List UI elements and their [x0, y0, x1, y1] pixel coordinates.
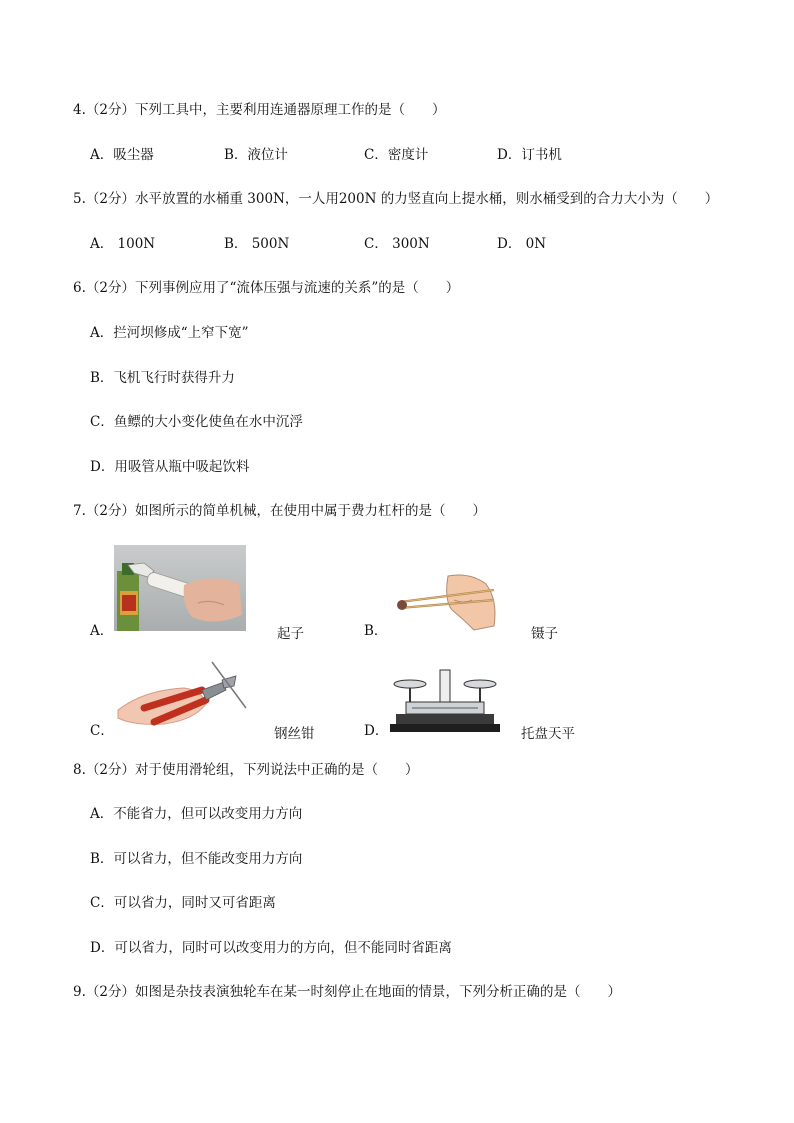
- question-8-stem: 8.（2分）对于使用滑轮组，下列说法中正确的是（ ）: [73, 762, 419, 778]
- q5-option-d[interactable]: D． 0N: [497, 236, 547, 252]
- question-7-stem: 7.（2分）如图所示的简单机械，在使用中属于费力杠杆的是（ ）: [73, 503, 486, 519]
- bottle-opener-image: [114, 545, 246, 631]
- wire-pliers-image: [114, 660, 250, 736]
- q7-option-a-letter[interactable]: A．: [90, 623, 114, 639]
- q6-option-a[interactable]: A．拦河坝修成“上窄下宽”: [90, 325, 249, 341]
- q4-option-c[interactable]: C．密度计: [364, 147, 429, 163]
- q8-option-c[interactable]: C．可以省力，同时又可省距离: [90, 895, 276, 911]
- q8-option-a[interactable]: A．不能省力，但可以改变用力方向: [90, 806, 303, 822]
- q5-option-c[interactable]: C． 300N: [364, 236, 430, 252]
- balance-scale-image: [390, 664, 500, 736]
- q8-option-b[interactable]: B．可以省力，但不能改变用力方向: [90, 851, 303, 867]
- q6-option-d[interactable]: D．用吸管从瓶中吸起饮料: [90, 459, 250, 475]
- q7-option-b-letter[interactable]: B．: [364, 623, 388, 639]
- q7-option-d-caption: 托盘天平: [521, 726, 575, 742]
- q7-option-a-caption: 起子: [277, 626, 304, 642]
- q7-option-d-letter[interactable]: D．: [364, 723, 389, 739]
- tweezers-image: [390, 570, 500, 634]
- q8-option-d[interactable]: D．可以省力，同时可以改变用力的方向，但不能同时省距离: [90, 940, 452, 956]
- q6-option-c[interactable]: C．鱼鳔的大小变化使鱼在水中沉浮: [90, 414, 303, 430]
- q6-option-b[interactable]: B．飞机飞行时获得升力: [90, 370, 235, 386]
- q4-option-b[interactable]: B．液位计: [224, 147, 288, 163]
- question-5-stem: 5.（2分）水平放置的水桶重 300N，一人用200N 的力竖直向上提水桶，则水桶受到的合力大小为（ ）: [73, 191, 719, 207]
- question-4-stem: 4.（2分）下列工具中，主要利用连通器原理工作的是（ ）: [73, 102, 446, 118]
- q7-option-c-caption: 钢丝钳: [274, 726, 315, 742]
- question-6-stem: 6.（2分）下列事例应用了“流体压强与流速的关系”的是（ ）: [73, 280, 460, 296]
- q7-option-b-caption: 镊子: [531, 626, 558, 642]
- q4-option-a[interactable]: A．吸尘器: [90, 147, 154, 163]
- q7-option-c-letter[interactable]: C．: [90, 723, 114, 739]
- q4-option-d[interactable]: D．订书机: [497, 147, 562, 163]
- question-9-stem: 9.（2分）如图是杂技表演独轮车在某一时刻停止在地面的情景，下列分析正确的是（ ）: [73, 984, 621, 1000]
- q5-option-b[interactable]: B． 500N: [224, 236, 290, 252]
- q5-option-a[interactable]: A． 100N: [90, 236, 156, 252]
